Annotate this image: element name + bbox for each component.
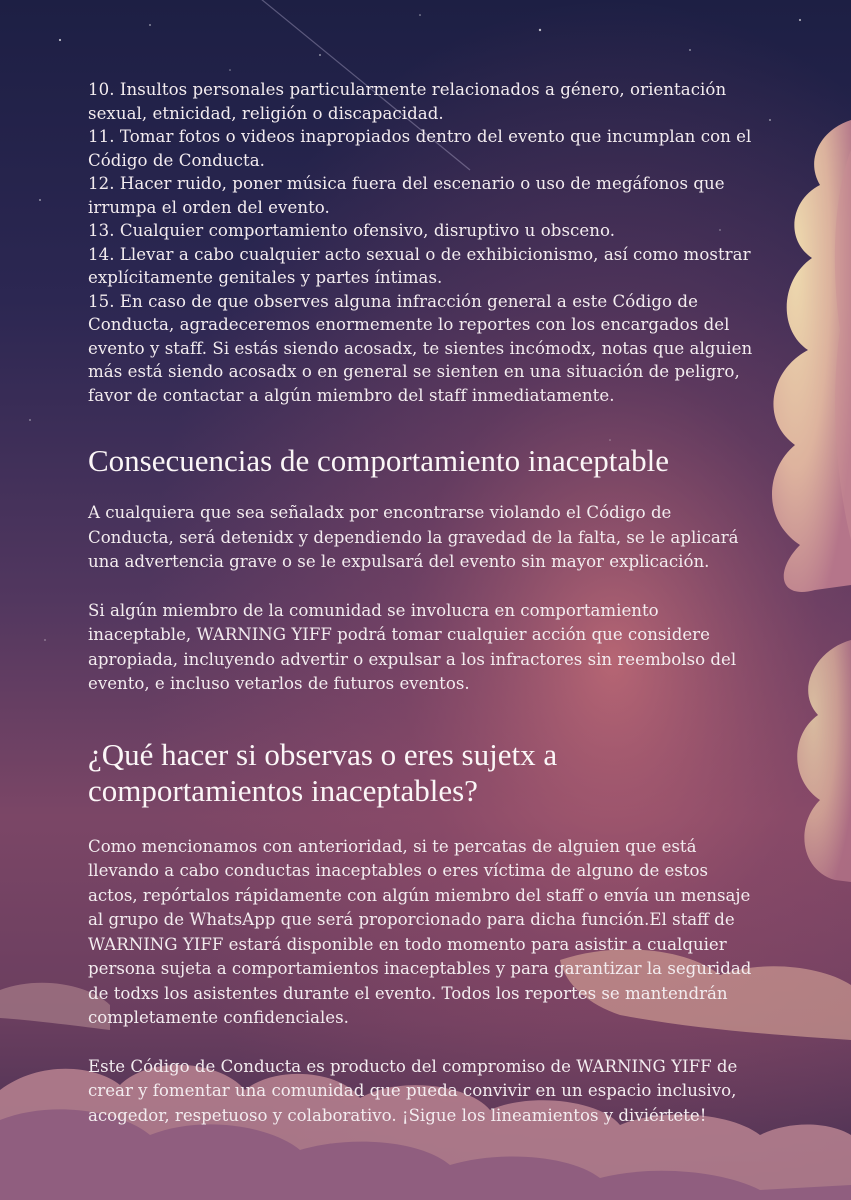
- what-to-do-heading: ¿Qué hacer si observas o eres sujetx a comportamientos inaceptables?: [88, 736, 558, 808]
- rule-13: 13. Cualquier comportamiento ofensivo, disruptivo u obsceno.: [88, 221, 616, 240]
- what-to-do-paragraph-2: Este Código de Conducta es producto del compromiso de WARNING YIFF de crear y fomentar una comunidad que pueda convivir en un espacio inclusivo, acogedor, respetuoso y colaborativo. ¡Sigue los lineamientos y diviértete!: [88, 1056, 738, 1125]
- what-to-do-paragraph-1: Como mencionamos con anterioridad, si te percatas de alguien que está llevando a cabo conductas inaceptables o eres víctima de alguno de estos actos, repórtalos rápidamente con algún miembro del staff o envía un mensaje al grupo de WhatsApp que será proporcionado para dicha función.El staff de WARNING YIFF estará disponible en todo momento para asistir a cualquier persona sujeta a comportamientos inaceptables y para garantizar la seguridad de todxs los asistentes durante el evento. Todos los reportes se mantendrán completamente confidenciales.: [88, 836, 752, 1027]
- rules-list: [88, 78, 758, 407]
- consequences-paragraph-1: A cualquiera que sea señaladx por encontrarse violando el Código de Conducta, será detenidx y dependiendo la gravedad de la falta, se le aplicará una advertencia grave o se le expulsará del evento sin mayor explicación.: [88, 503, 739, 571]
- document-content: [88, 78, 758, 1128]
- consequences-heading: Consecuencias de comportamiento inaceptable: [88, 443, 670, 478]
- consequences-paragraph-2: Si algún miembro de la comunidad se involucra en comportamiento inaceptable, WARNING YIFF podrá tomar cualquier acción que considere apropiada, incluyendo advertir o expulsar a los infractores sin reembolso del evento, e incluso vetarlos de futuros eventos.: [88, 600, 737, 693]
- rule-15: 15. En caso de que observes alguna infracción general a este Código de Conducta, agradeceremos enormemente lo reportes con los encargados del evento y staff. Si estás siendo acosadx, te sientes incómodx, notas que alguien más está siendo acosadx o en general se sienten en una situación de peligro, favor de contactar a algún miembro del staff inmediatamente.: [88, 291, 753, 405]
- rule-14: 14. Llevar a cabo cualquier acto sexual o de exhibicionismo, así como mostrar explícitamente genitales y partes íntimas.: [88, 244, 751, 287]
- rule-12: 12. Hacer ruido, poner música fuera del escenario o uso de megáfonos que irrumpa el orden del evento.: [88, 174, 725, 217]
- rule-10: 10. Insultos personales particularmente relacionados a género, orientación sexual, etnicidad, religión o discapacidad.: [88, 80, 727, 123]
- rule-11: 11. Tomar fotos o videos inapropiados dentro del evento que incumplan con el Código de Conducta.: [88, 127, 752, 170]
